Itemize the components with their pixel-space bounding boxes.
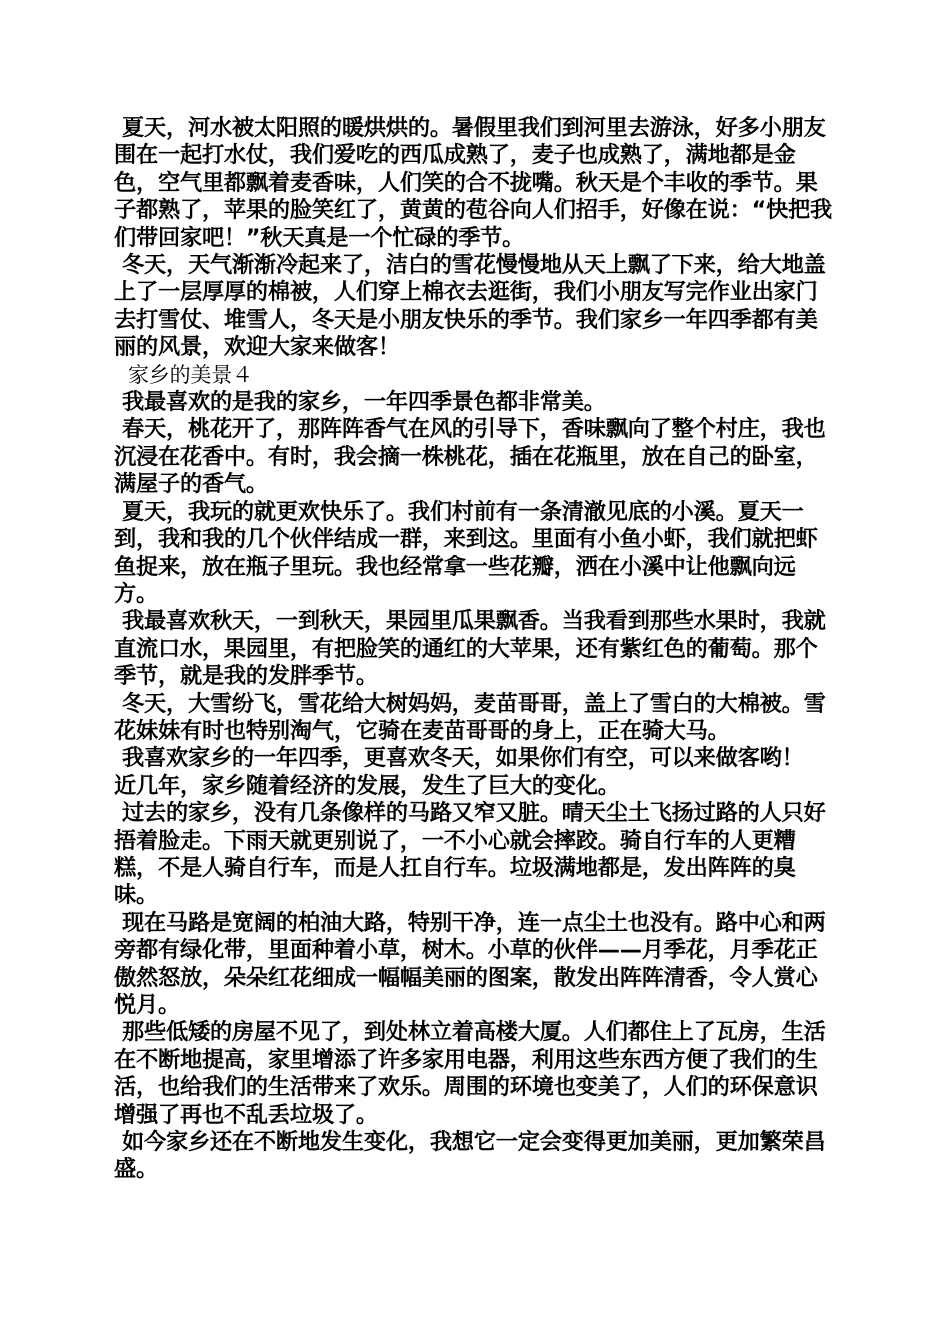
paragraph-summer: 夏天，我玩的就更欢快乐了。我们村前有一条清澈见底的小溪。夏天一到，我和我的几个伙伴结成一群，来到这。里面有小鱼小虾，我们就把虾鱼捉来，放在瓶子里玩。我也经常拿一些花瓣，洒在小溪中让他飘向远方。 [114, 498, 818, 607]
paragraph-winter-2: 冬天，大雪纷飞，雪花给大树妈妈，麦苗哥哥，盖上了雪白的大棉被。雪花妹妹有时也特别淘气，它骑在麦苗哥哥的身上，正在骑大马。 [114, 690, 826, 744]
paragraph-autumn: 我最喜欢秋天，一到秋天，果园里瓜果飘香。当我看到那些水果时，我就直流口水，果园里，有把脸笑的通红的大苹果，还有紫红色的葡萄。那个季节，就是我的发胖季节。 [114, 608, 826, 690]
paragraph-intro: 我最喜欢的是我的家乡，一年四季景色都非常美。 [122, 389, 606, 416]
paragraph-conclusion: 我喜欢家乡的一年四季，更喜欢冬天，如果你们有空，可以来做客哟！ [122, 745, 804, 772]
paragraph-roads: 现在马路是宽阔的柏油大路，特别干净，连一点尘土也没有。路中心和两旁都有绿化带，里面种着小草，树木。小草的伙伴——月季花，月季花正傲然怒放，朵朵红花细成一幅幅美丽的图案，散发出阵阵清香，令人赏心悦月。 [114, 909, 826, 1018]
paragraph-past: 过去的家乡，没有几条像样的马路又窄又脏。晴天尘土飞扬过路的人只好捂着脸走。下雨天就更别说了，一不小心就会摔跤。骑自行车的人更糟糕，不是人骑自行车，而是人扛自行车。垃圾满地都是，发出阵阵的臭味。 [114, 800, 826, 909]
section-heading: 家乡的美景４ [128, 362, 253, 387]
paragraph-spring: 春天，桃花开了，那阵阵香气在风的引导下，香味飘向了整个村庄，我也沉浸在花香中。有时，我会摘一株桃花，插在花瓶里，放在自己的卧室，满屋子的香气。 [114, 416, 826, 498]
paragraph-houses: 那些低矮的房屋不见了，到处林立着高楼大厦。人们都住上了瓦房，生活在不断地提高，家里增添了许多家用电器，利用这些东西方便了我们的生活，也给我们的生活带来了欢乐。周围的环境也变美了，人们的环保意识增强了再也不乱丢垃圾了。 [114, 1019, 826, 1128]
paragraph-summer-autumn: 夏天，河水被太阳照的暖烘烘的。暑假里我们到河里去游泳，好多小朋友围在一起打水仗，我们爱吃的西瓜成熟了，麦子也成熟了，满地都是金色，空气里都飘着麦香味，人们笑的合不拢嘴。秋天是个丰收的季节。果子都熟了，苹果的脸笑红了，黄黄的苞谷向人们招手，好像在说：“快把我们带回家吧！”秋天真是一个忙碌的季节。 [114, 115, 832, 251]
paragraph-change-intro: 近几年，家乡随着经济的发展，发生了巨大的变化。 [114, 772, 620, 799]
paragraph-winter: 冬天，天气渐渐冷起来了，洁白的雪花慢慢地从天上飘了下来，给大地盖上了一层厚厚的棉被，人们穿上棉衣去逛街，我们小朋友写完作业出家门去打雪仗、堆雪人，冬天是小朋友快乐的季节。我们家乡一年四季都有美丽的风景，欢迎大家来做客！ [114, 252, 826, 361]
paragraph-future: 如今家乡还在不断地发生变化，我想它一定会变得更加美丽，更加繁荣昌盛。 [114, 1129, 826, 1183]
document-page [114, 115, 839, 1184]
